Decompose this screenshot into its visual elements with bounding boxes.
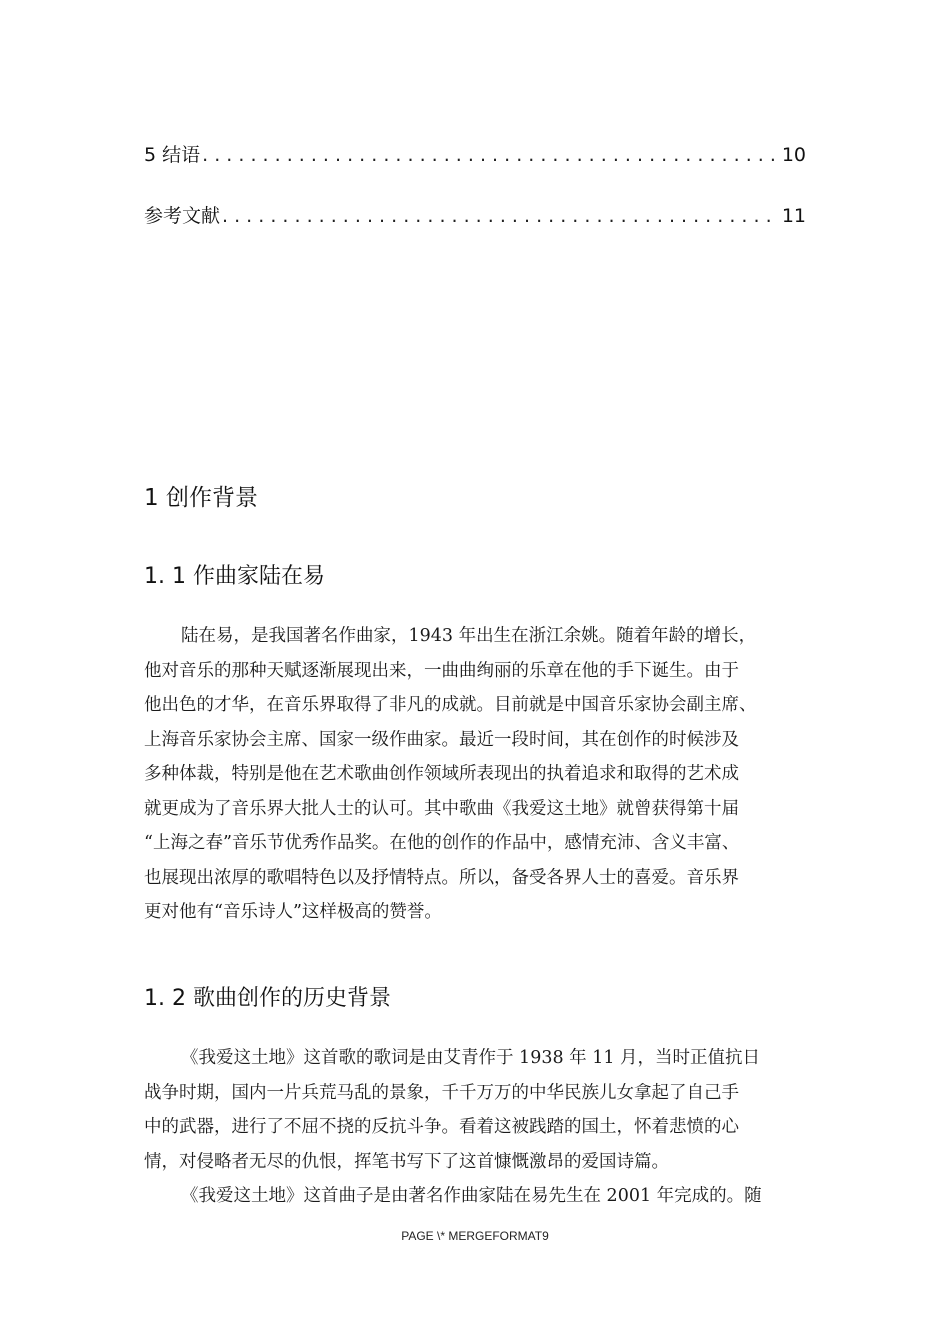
text-line: 就更成为了音乐界大批人士的认可。其中歌曲《我爱这土地》就曾获得第十届 (144, 798, 739, 819)
toc-leader-dots (202, 144, 778, 166)
text-line: 中的武器，进行了不屈不挠的反抗斗争。看着这被践踏的国土，怀着悲愤的心 (144, 1117, 739, 1137)
page-footer: PAGE \* MERGEFORMAT9 (401, 1229, 549, 1243)
text-line: 《我爱这土地》这首歌的歌词是由艾青作于 1938 年 11 月，当时正值抗日 (181, 1048, 761, 1068)
subsection-heading: 1. 1 作曲家陆在易 (144, 564, 325, 589)
text-line: 战争时期，国内一片兵荒马乱的景象，千千万万的中华民族儿女拿起了自己手 (144, 1082, 739, 1103)
text-line: 多种体裁，特别是他在艺术歌曲创作领域所表现出的执着追求和取得的艺术成 (144, 764, 739, 784)
section-heading: 1 创作背景 (144, 485, 258, 511)
toc-entry-page: 10 (781, 144, 806, 166)
text-line: 他出色的才华，在音乐界取得了非凡的成就。目前就是中国音乐家协会副主席、 (144, 695, 757, 715)
toc-leader-dots (222, 205, 778, 227)
toc-entry-title: 5 结语 (144, 144, 201, 166)
text-line: 《我爱这土地》这首曲子是由著名作曲家陆在易先生在 2001 年完成的。随 (181, 1186, 762, 1206)
subsection-heading: 1. 2 歌曲创作的历史背景 (144, 986, 391, 1011)
text-line: “上海之春”音乐节优秀作品奖。在他的创作的作品中，感情充沛、含义丰富、 (144, 833, 740, 853)
text-line: 上海音乐家协会主席、国家一级作曲家。最近一段时间，其在创作的时候涉及 (144, 729, 739, 750)
toc-entry-page: 11 (781, 205, 806, 227)
text-line: 也展现出浓厚的歌唱特色以及抒情特点。所以，备受各界人士的喜爱。音乐界 (144, 867, 739, 888)
text-line: 情，对侵略者无尽的仇恨，挥笔书写下了这首慷慨激昂的爱国诗篇。 (144, 1151, 669, 1172)
toc-entry-references[interactable] (144, 201, 806, 228)
toc-entry-title: 参考文献 (144, 205, 221, 227)
paragraph-history (144, 1041, 808, 1214)
text-line: 他对音乐的那种天赋逐渐展现出来，一曲曲绚丽的乐章在他的手下诞生。由于 (144, 660, 739, 681)
text-line: 更对他有“音乐诗人”这样极高的赞誉。 (144, 902, 442, 922)
toc-entry-conclusion[interactable] (144, 140, 806, 167)
text-line: 陆在易，是我国著名作曲家，1943 年出生在浙江余姚。随着年龄的增长， (181, 626, 757, 646)
paragraph-composer (144, 619, 808, 930)
